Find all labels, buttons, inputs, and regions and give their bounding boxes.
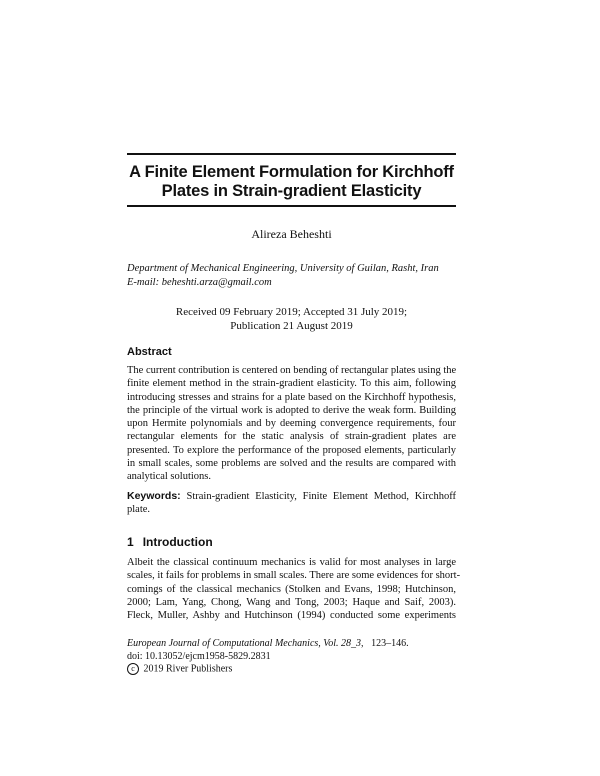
abstract-line: upon Hermite polynomials and by deeming convergence requirements, four	[127, 418, 456, 430]
section-title: Introduction	[142, 535, 213, 549]
footer-journal	[127, 638, 409, 651]
copyright-text: 2019 River Publishers	[143, 663, 233, 675]
author-name: Alireza Beheshti	[251, 227, 332, 241]
section-number: 1	[127, 535, 134, 549]
body-line: 2000; Lam, Yang, Chong, Wang and Tong, 2003; Haque and Saif, 2003).	[127, 596, 456, 608]
keywords	[127, 490, 456, 517]
body-line: Fleck, Muller, Ashby and Hutchinson (1994) conducted some experiments	[127, 610, 456, 622]
keywords-text: Strain-gradient Elasticity, Finite Element Method, Kirchhoff	[186, 491, 456, 502]
body-line: Albeit the classical continuum mechanics is valid for most analyses in large	[127, 557, 456, 568]
footer-copyright	[127, 663, 409, 676]
title-top-rule	[127, 153, 456, 155]
abstract-line: rectangular elements for the static analysis of strain-gradient plates are	[127, 431, 456, 443]
dates-line-1: Received 09 February 2019; Accepted 31 July 2019;	[175, 306, 408, 318]
abstract-line: in small scales, some problems are solved and the results are compared with	[127, 458, 456, 470]
paper-title	[127, 163, 456, 201]
body-line: comings of the classical mechanics (Stolken and Evans, 1998; Hutchinson,	[127, 583, 456, 595]
title-line-1: A Finite Element Formulation for Kirchhoff	[129, 163, 454, 181]
publication-dates	[127, 306, 456, 333]
abstract-line: The current contribution is centered on bending of rectangular plates using the	[127, 365, 456, 376]
body-line: scales, it fails for problems in small scales. There are some evidences for short-	[127, 570, 461, 582]
abstract-line: presented. To explore the performance of the proposed elements, particularly	[127, 444, 456, 456]
keywords-label: Keywords:	[127, 490, 181, 502]
abstract-line: introducing stresses and strains for a plate based on the Kirchhoff hypothesis,	[127, 391, 456, 403]
keywords-line-1	[127, 490, 456, 503]
dates-line-2: Publication 21 August 2019	[230, 319, 353, 332]
abstract-line: the principle of the virtual work is adopted to derive the weak form. Building	[127, 404, 456, 416]
affiliation	[127, 262, 439, 289]
title-line-2: Plates in Strain-gradient Elasticity	[161, 182, 422, 200]
title-bottom-rule	[127, 205, 456, 207]
copyright-icon: c	[127, 663, 139, 675]
affiliation-email: E-mail: beheshti.arza@gmail.com	[127, 276, 272, 288]
abstract-heading: Abstract	[127, 346, 172, 358]
journal-citation: European Journal of Computational Mechanics, Vol. 28_3,	[127, 638, 364, 649]
page-range: 123–146.	[371, 638, 409, 649]
page-footer	[127, 638, 409, 676]
section-heading-introduction	[127, 535, 213, 549]
abstract-line: analytical solutions.	[127, 471, 211, 483]
abstract-line: finite element method in the strain-gradient elasticity. To this aim, following	[127, 378, 456, 390]
affiliation-department: Department of Mechanical Engineering, University of Guilan, Rasht, Iran	[127, 263, 439, 274]
abstract-body	[127, 364, 456, 484]
introduction-body	[127, 556, 461, 622]
footer-doi: doi: 10.13052/ejcm1958-5829.2831	[127, 650, 271, 662]
keywords-line-2: plate.	[127, 504, 151, 516]
